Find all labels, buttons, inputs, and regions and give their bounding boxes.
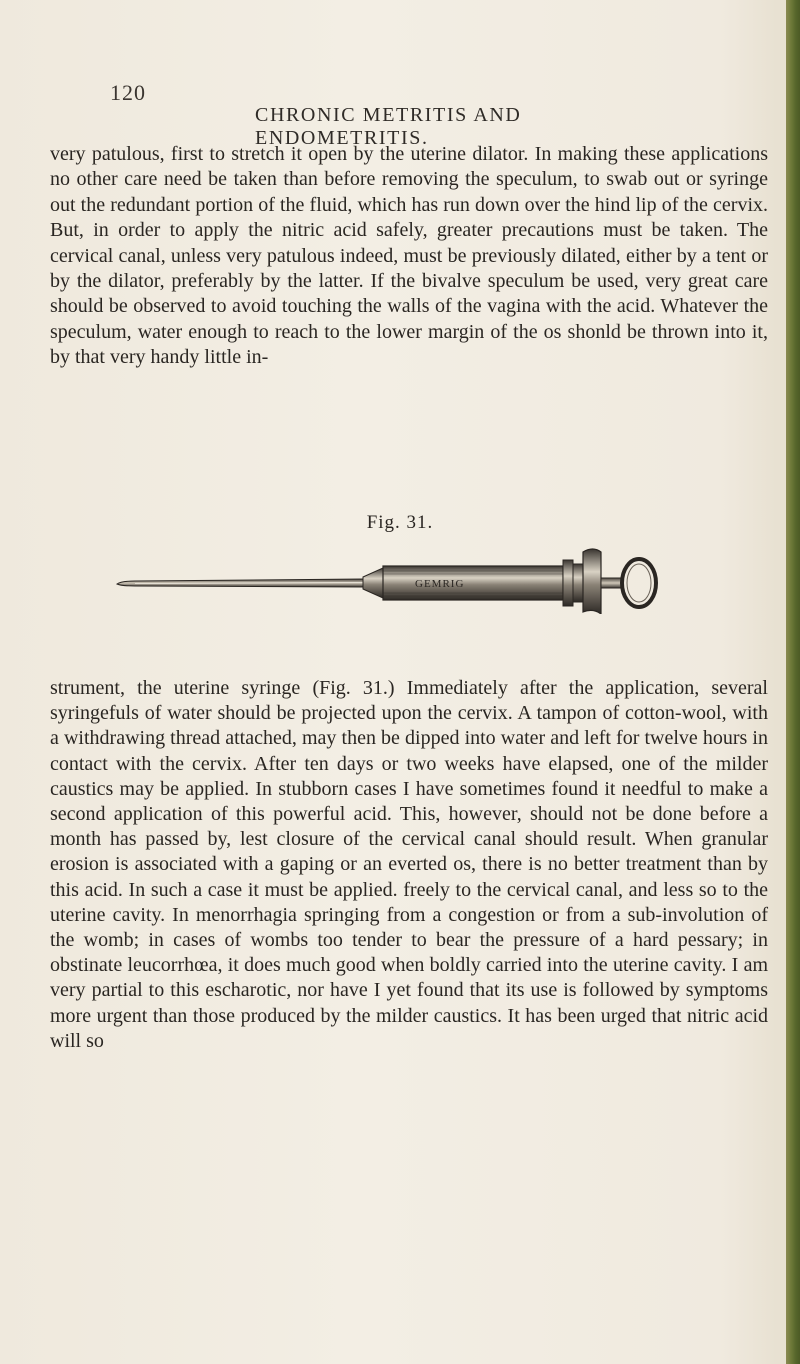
syringe-drawing — [115, 538, 660, 614]
paragraph-1: very patulous, first to stretch it open by the uterine dilator. In making these applications no other care need be taken than before removing the speculum, to swab out or syringe out the redundant portion of the fluid, which has run down over the hind lip of the cervix. But, in order to apply the nitric acid safely, greater precautions must be taken. The cervical canal, unless very patulous indeed, must be previously dilated, either by a tent or by the dilator, preferably by the latter. If the bivalve speculum be used, very great care should be observed to avoid touching the walls of the vagina with the acid. Whatever the speculum, water enough to reach to the lower margin of the os shonld be thrown into it, by that very handy little in- — [50, 143, 768, 369]
uterine-syringe-illustration — [115, 538, 660, 614]
page-edge-binding — [786, 0, 800, 1364]
running-title: CHRONIC METRITIS AND ENDOMETRITIS. — [255, 104, 522, 149]
gemrig-maker-mark: GEMRIG — [415, 578, 465, 590]
figure-caption: Fig. 31. — [366, 512, 434, 533]
paragraph-2: strument, the uterine syringe (Fig. 31.) Immediately after the application, several syringefuls of water should be projected upon the cervix. A tampon of cotton-wool, with a withdrawing thread attached, may then be dipped into water and left for twelve hours in contact with the cervix. After ten days or two weeks have elapsed, one of the milder caustics may be applied. In stubborn cases I have sometimes found it needful to make a second application of this powerful acid. This, however, should not be done before a month has passed by, lest closure of the cervical canal should result. When granular erosion is associated with a gaping or an everted os, there is no better treatment than by this acid. In such a case it must be applied. freely to the cervical canal, and less so to the uterine cavity. In menorrhagia springing from a congestion or from a sub-involution of the womb; in cases of wombs too tender to bear the pressure of a hard pessary; in obstinate leucorrhœa, it does much good when boldly carried into the uterine cavity. I am very partial to this escharotic, nor have I yet found that its use is followed by symptoms more urgent than those produced by the milder caustics. It has been urged that nitric acid will so — [50, 677, 768, 1052]
page-number: 120 — [110, 80, 146, 105]
page-header — [110, 80, 670, 149]
